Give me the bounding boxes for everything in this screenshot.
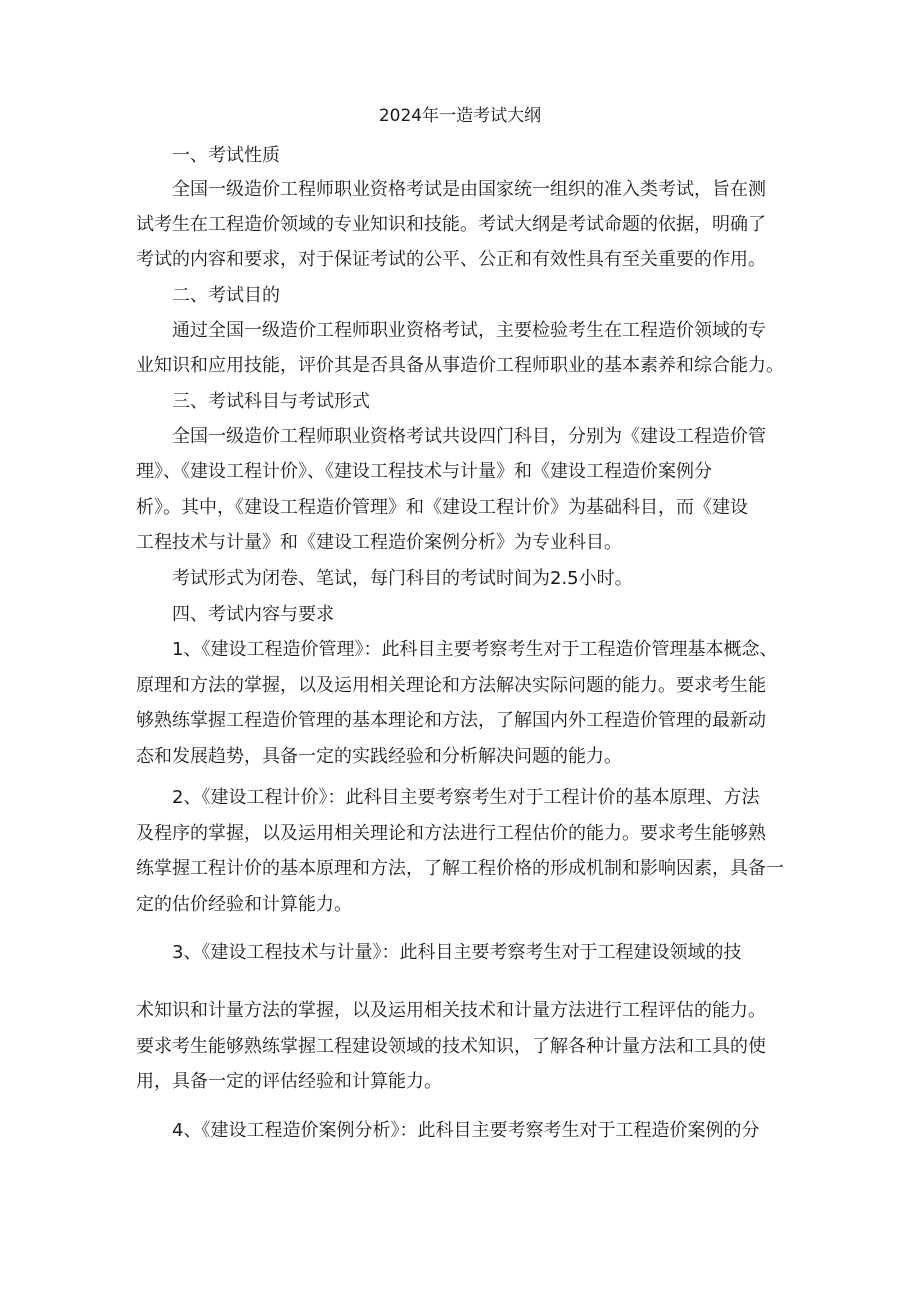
section-heading-content: 四、考试内容与要求: [172, 604, 334, 625]
paragraph-line: 4、《建设工程造价案例分析》：此科目主要考察考生对于工程造价案例的分: [172, 1120, 760, 1141]
paragraph-line: 工程技术与计量》和《建设工程造价案例分析》为专业科目。: [136, 532, 622, 553]
paragraph-line: 业知识和应用技能，评价其是否具备从事造价工程师职业的基本素养和综合能力。: [136, 355, 784, 376]
section-heading-subjects: 三、考试科目与考试形式: [172, 391, 370, 412]
paragraph-line: 够熟练掌握工程造价管理的基本理论和方法，了解国内外工程造价管理的最新动: [136, 710, 766, 731]
document-title: 2024年一造考试大纲: [378, 106, 542, 126]
paragraph-line: 2、《建设工程计价》：此科目主要考察考生对于工程计价的基本原理、方法: [172, 787, 760, 808]
paragraph-line: 1、《建设工程造价管理》：此科目主要考察考生对于工程造价管理基本概念、: [172, 639, 778, 660]
paragraph-line: 及程序的掌握，以及运用相关理论和方法进行工程估价的能力。要求考生能够熟: [136, 823, 766, 844]
paragraph-line: 全国一级造价工程师职业资格考试共设四门科目，分别为《建设工程造价管: [172, 426, 766, 447]
paragraph-line: 用，具备一定的评估经验和计算能力。: [136, 1071, 442, 1092]
paragraph-line: 原理和方法的掌握，以及运用相关理论和方法解决实际问题的能力。要求考生能: [136, 675, 766, 696]
section-heading-purpose: 二、考试目的: [172, 285, 280, 306]
paragraph-line: 练掌握工程计价的基本原理和方法，了解工程价格的形成机制和影响因素，具备一: [136, 858, 784, 879]
paragraph-line: 通过全国一级造价工程师职业资格考试，主要检验考生在工程造价领域的专: [172, 320, 766, 341]
paragraph-line: 考试形式为闭卷、笔试，每门科目的考试时间为2.5小时。: [172, 568, 633, 589]
paragraph-line: 3、《建设工程技术与计量》：此科目主要考察考生对于工程建设领域的技: [172, 942, 742, 963]
paragraph-line: 理》、《建设工程计价》、《建设工程技术与计量》和《建设工程造价案例分: [136, 461, 712, 482]
paragraph-line: 定的估价经验和计算能力。: [136, 894, 352, 915]
section-heading-nature: 一、考试性质: [172, 145, 280, 166]
paragraph-line: 要求考生能够熟练掌握工程建设领域的技术知识，了解各种计量方法和工具的使: [136, 1036, 766, 1057]
paragraph-line: 析》。其中，《建设工程造价管理》和《建设工程计价》为基础科目，而《建设: [136, 497, 748, 518]
paragraph-line: 术知识和计量方法的掌握，以及运用相关技术和计量方法进行工程评估的能力。: [136, 1000, 766, 1021]
paragraph-line: 态和发展趋势，具备一定的实践经验和分析解决问题的能力。: [136, 746, 622, 767]
paragraph-line: 全国一级造价工程师职业资格考试是由国家统一组织的准入类考试，旨在测: [172, 179, 766, 200]
paragraph-line: 试考生在工程造价领域的专业知识和技能。考试大纲是考试命题的依据，明确了: [136, 214, 766, 235]
paragraph-line: 考试的内容和要求，对于保证考试的公平、公正和有效性具有至关重要的作用。: [136, 249, 766, 270]
